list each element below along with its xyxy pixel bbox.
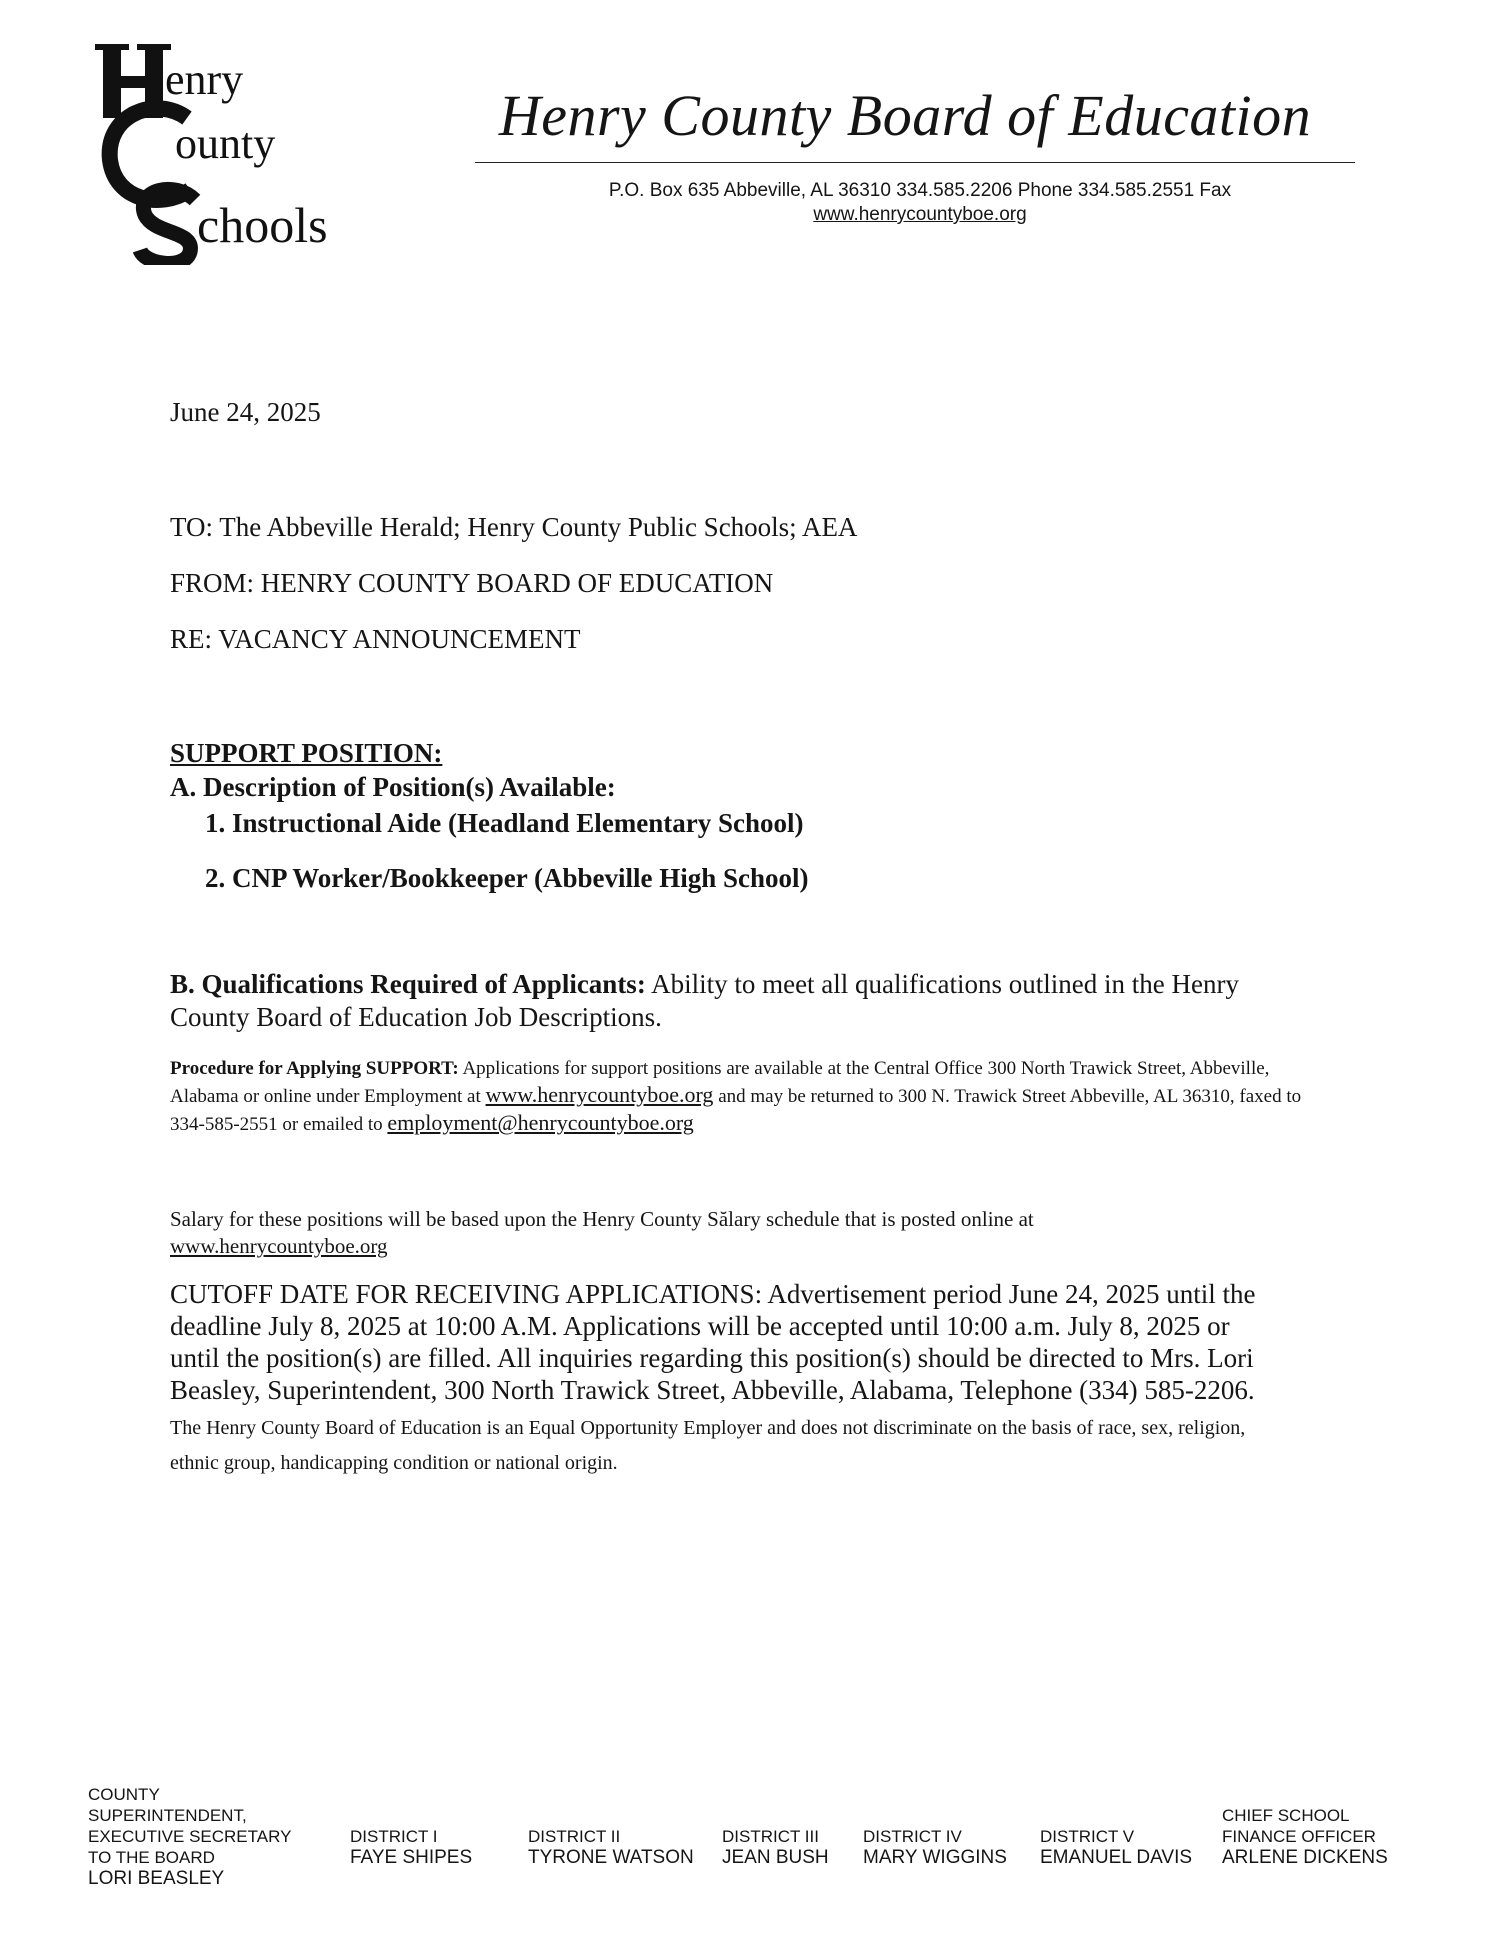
memo-from: FROM: HENRY COUNTY BOARD OF EDUCATION bbox=[170, 568, 774, 598]
footer-district-5-name: EMANUEL DAVIS bbox=[1040, 1847, 1193, 1868]
footer-superintendent-title: COUNTY SUPERINTENDENT, EXECUTIVE SECRETARY TO THE BOARD bbox=[88, 1785, 292, 1867]
position-item-1: 1. Instructional Aide (Headland Elementary School) bbox=[205, 808, 804, 838]
footer-district-3-name: JEAN BUSH bbox=[722, 1847, 829, 1868]
footer-district-2-name: TYRONE WATSON bbox=[528, 1847, 694, 1868]
section-b-text: Ability to meet all qualifications outlined in the Henry County Board of Education Job Descriptions. bbox=[170, 969, 1239, 1032]
position-item-2: 2. CNP Worker/Bookkeeper (Abbeville High School) bbox=[205, 863, 809, 893]
footer-district-1 bbox=[350, 1826, 472, 1868]
section-b-paragraph bbox=[170, 968, 1270, 1034]
salary-text: Salary for these positions will be based upon the Henry County Sălary schedule that is posted online at bbox=[170, 1207, 1034, 1231]
procedure-paragraph bbox=[170, 1056, 1310, 1138]
procedure-label: Procedure for Applying SUPPORT: bbox=[170, 1058, 459, 1079]
footer-district-5-title: DISTRICT V bbox=[1040, 1827, 1135, 1846]
procedure-text-2: and may be returned to 300 N. Trawick Street Abbeville, AL 36310, faxed to 334-585-2551 or emailed to bbox=[170, 1086, 1302, 1135]
letterhead-website-link[interactable]: www.henrycountyboe.org bbox=[813, 204, 1027, 225]
logo-word-ounty: ounty bbox=[175, 119, 276, 168]
footer-district-3 bbox=[722, 1826, 829, 1868]
logo-word-enry: enry bbox=[165, 55, 244, 104]
letter-date: June 24, 2025 bbox=[170, 397, 321, 427]
eeo-statement: The Henry County Board of Education is an Equal Opportunity Employer and does not discriminate on the basis of race, sex, religion, ethnic group, handicapping condition or national origin. bbox=[170, 1417, 1246, 1474]
footer-finance-officer-title: CHIEF SCHOOL FINANCE OFFICER bbox=[1222, 1806, 1376, 1846]
employment-email-link[interactable]: employment@henrycountyboe.org bbox=[387, 1110, 694, 1135]
salary-paragraph bbox=[170, 1206, 1210, 1260]
section-b-label: B. Qualifications Required of Applicants: bbox=[170, 969, 646, 999]
cutoff-text: CUTOFF DATE FOR RECEIVING APPLICATIONS: Advertisement period June 24, 2025 until the deadline July 8, 2025 at 10:00 A.M. Applications will be accepted until 10:00 a.m. July 8, 2025 or until the position(s) are filled. All inquiries regarding this position(s) should be directed to Mrs. Lori Beasley, Superintendent, 300 North Trawick Street, Abbeville, Alabama, Telephone (334) 585-2206. bbox=[170, 1279, 1256, 1405]
memo-re: RE: VACANCY ANNOUNCEMENT bbox=[170, 624, 581, 654]
footer-district-4 bbox=[863, 1826, 1007, 1868]
footer-district-1-name: FAYE SHIPES bbox=[350, 1847, 473, 1868]
footer-district-4-name: MARY WIGGINS bbox=[863, 1847, 1007, 1868]
footer-district-5 bbox=[1040, 1826, 1192, 1868]
footer-district-2-title: DISTRICT II bbox=[528, 1827, 621, 1846]
footer-finance-officer bbox=[1222, 1805, 1392, 1868]
procedure-website-link[interactable]: www.henrycountyboe.org bbox=[485, 1082, 714, 1107]
henry-county-schools-logo bbox=[95, 40, 415, 270]
footer-district-4-title: DISTRICT IV bbox=[863, 1827, 962, 1846]
letterhead-title: Henry County Board of Education bbox=[498, 83, 1312, 148]
footer-superintendent-name: LORI BEASLEY bbox=[88, 1868, 225, 1889]
cutoff-paragraph bbox=[170, 1278, 1280, 1479]
footer-superintendent bbox=[88, 1784, 318, 1889]
footer-district-1-title: DISTRICT I bbox=[350, 1827, 438, 1846]
footer-finance-officer-name: ARLENE DICKENS bbox=[1222, 1847, 1388, 1868]
footer-district-3-title: DISTRICT III bbox=[722, 1827, 819, 1846]
letterhead-address: P.O. Box 635 Abbeville, AL 36310 334.585.2206 Phone 334.585.2551 Fax bbox=[608, 180, 1232, 201]
section-a-heading: A. Description of Position(s) Available: bbox=[170, 772, 616, 802]
logo-word-chools: chools bbox=[197, 197, 328, 253]
salary-website-link[interactable]: www.henrycountyboe.org bbox=[170, 1234, 388, 1258]
footer-district-2 bbox=[528, 1826, 694, 1868]
letterhead-divider bbox=[475, 162, 1355, 163]
support-position-heading: SUPPORT POSITION: bbox=[170, 738, 443, 768]
procedure-text-1: Applications for support positions are available at the Central Office 300 North Trawick Street, Abbeville, Alabama or online under Employment at bbox=[170, 1058, 1270, 1107]
memo-to: TO: The Abbeville Herald; Henry County Public Schools; AEA bbox=[170, 512, 858, 542]
